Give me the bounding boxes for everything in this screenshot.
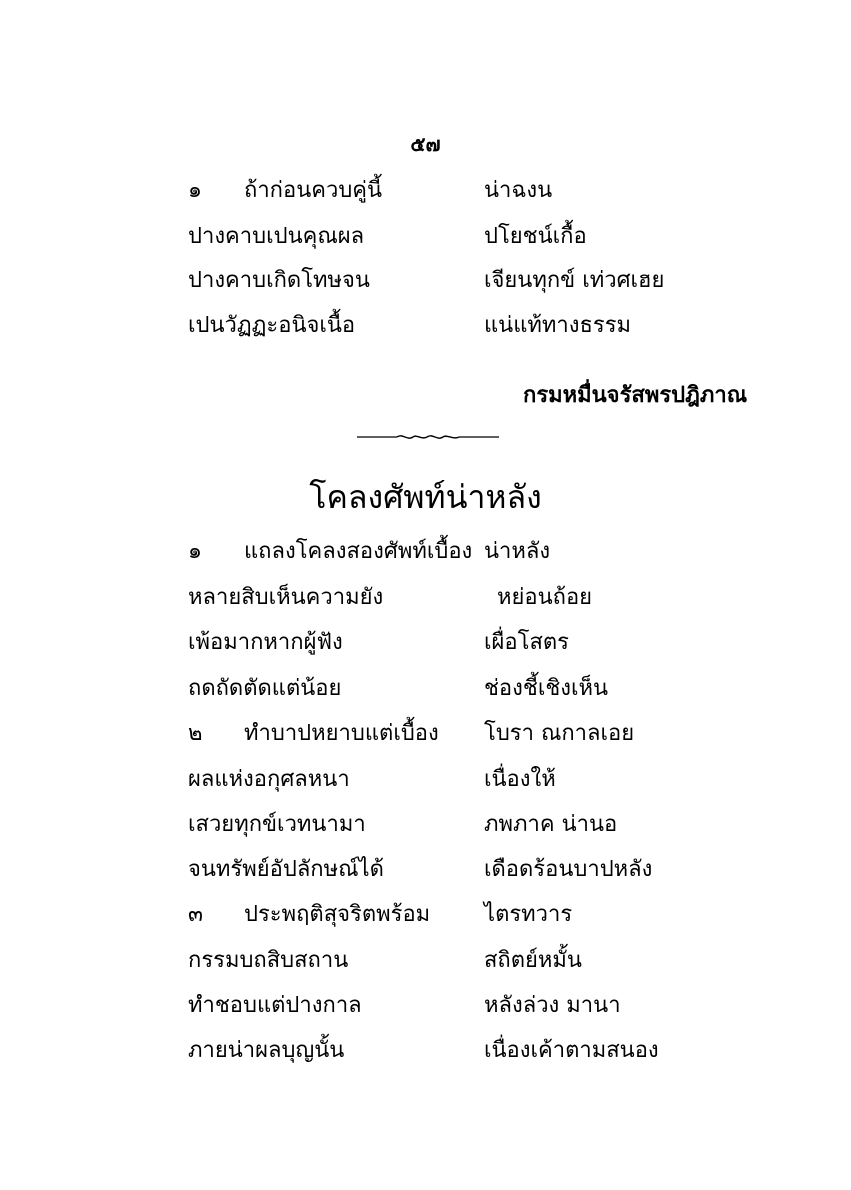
verse-line-first-half: ปางคาบเกิดโทษจน xyxy=(188,268,370,293)
verse-line-first-half: ทำบาปหยาบแต่เบื้อง xyxy=(244,721,439,746)
verse-line-second-half: ภพภาค น่านอ xyxy=(484,812,618,837)
poem-title: โคลงศัพท์น่าหลัง xyxy=(309,478,542,516)
verse-line-second-half: ปโยชน์เกื้อ xyxy=(484,224,587,249)
verse-line-first-half: ถดถัดตัดแต่น้อย xyxy=(188,676,342,701)
verse-line-first-half: จนทรัพย์อัปลักษณ์ได้ xyxy=(188,857,384,882)
verse-line-first-half: ประพฤติสุจริตพร้อม xyxy=(244,902,431,927)
verse-line-second-half: น่าฉงน xyxy=(484,178,553,203)
verse-line-first-half: ภายน่าผลบุญนั้น xyxy=(188,1038,345,1063)
verse-line-second-half: เจียนทุกข์ เท่วศเฮย xyxy=(484,268,665,293)
verse-line-first-half: ทำชอบแต่ปางกาล xyxy=(188,993,362,1018)
stanza-number: ๓ xyxy=(188,902,204,927)
verse-line-first-half: กรรมบถสิบสถาน xyxy=(188,948,349,973)
page-number: ๕๗ xyxy=(410,132,441,156)
stanza-number: ๑ xyxy=(188,539,202,564)
verse-line-second-half: ไตรทวาร xyxy=(484,902,573,927)
verse-line-first-half: แถลงโคลงสองศัพท์เบื้อง xyxy=(244,539,473,564)
verse-line-first-half: เปนวัฏฏะอนิจเนื้อ xyxy=(188,313,356,338)
stanza-number: ๑ xyxy=(188,178,202,203)
verse-line-first-half: หลายสิบเห็นความยัง xyxy=(188,585,384,610)
verse-line-first-half: เพ้อมากหากผู้ฟัง xyxy=(188,630,343,655)
verse-line-second-half: ช่องชี้เชิงเห็น xyxy=(484,676,609,701)
verse-line-second-half: เนื่องให้ xyxy=(484,767,556,792)
verse-line-first-half: เสวยทุกข์เวทนามา xyxy=(188,812,366,837)
verse-line-first-half: ผลแห่งอกุศลหนา xyxy=(188,767,350,792)
verse-line-second-half: หย่อนถ้อย xyxy=(497,585,593,610)
verse-line-second-half: แน่แท้ทางธรรม xyxy=(484,313,632,338)
verse-line-second-half: เนื่องเค้าตามสนอง xyxy=(484,1038,659,1063)
ornamental-divider xyxy=(357,432,499,442)
verse-line-first-half: ถ้าก่อนควบคู่นี้ xyxy=(244,178,383,203)
verse-line-first-half: ปางคาบเปนคุณผล xyxy=(188,224,365,249)
verse-line-second-half: น่าหลัง xyxy=(484,539,551,564)
poem-attribution: กรมหมื่นจรัสพรปฎิภาณ xyxy=(523,383,748,408)
verse-line-second-half: โบรา ณกาลเอย xyxy=(484,721,635,746)
verse-line-second-half: เดือดร้อนบาปหลัง xyxy=(484,857,653,882)
verse-line-second-half: เผื่อโสตร xyxy=(484,630,569,655)
stanza-number: ๒ xyxy=(188,721,203,746)
verse-line-second-half: หลังล่วง มานา xyxy=(484,993,621,1018)
verse-line-second-half: สถิตย์หมั้น xyxy=(484,948,582,973)
